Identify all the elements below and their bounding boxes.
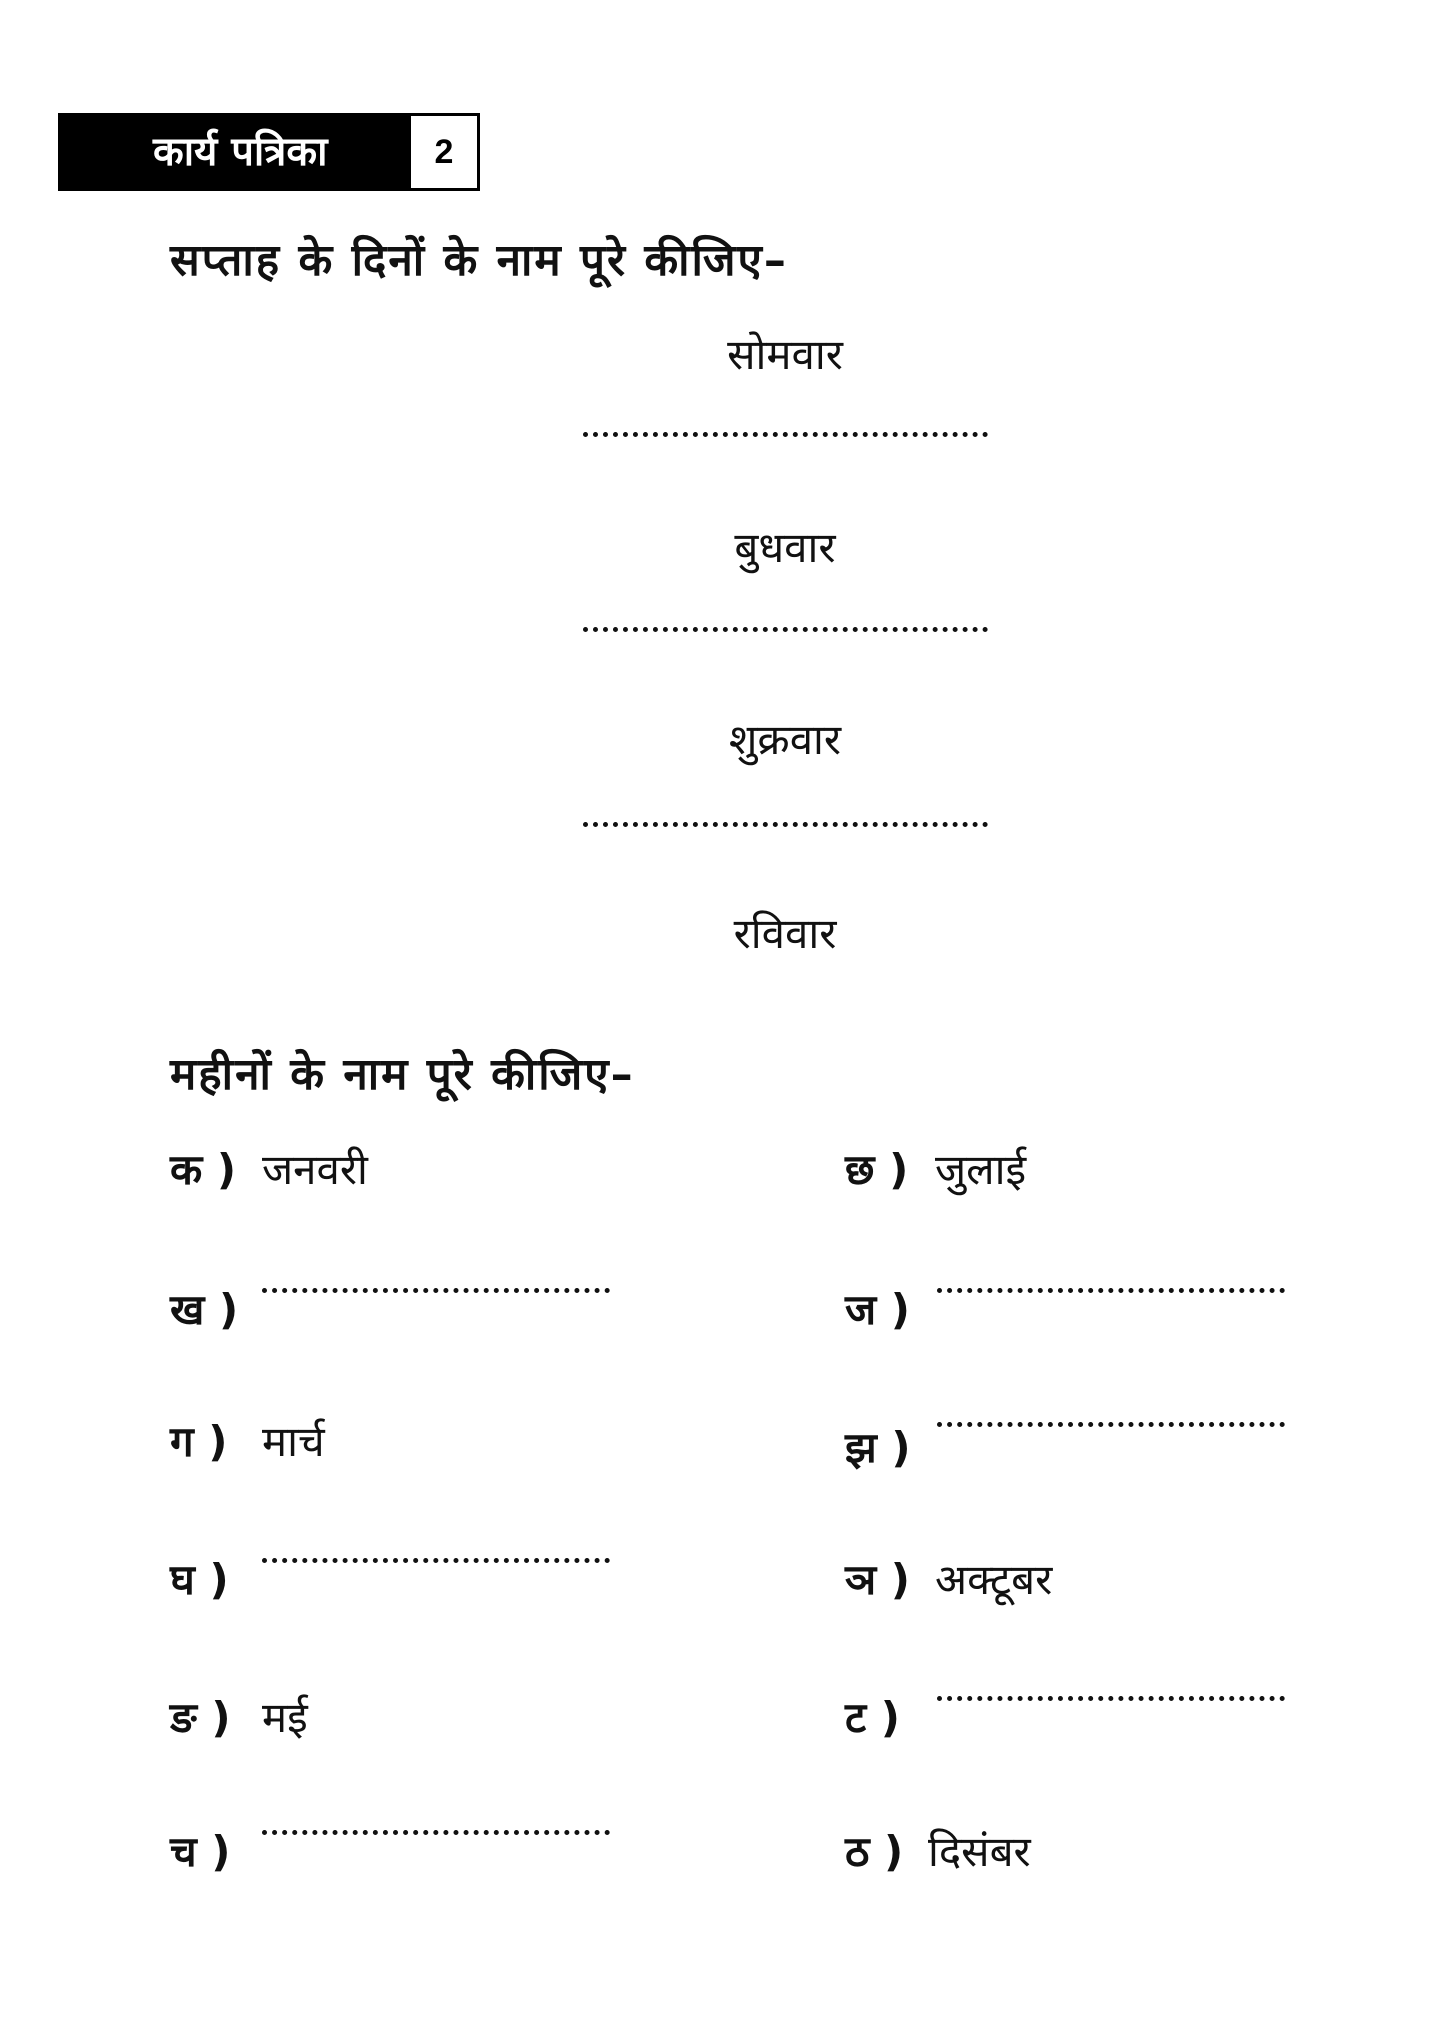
- month-marker: ग ): [170, 1417, 228, 1466]
- months-heading: महीनों के नाम पूरे कीजिए–: [170, 1049, 635, 1100]
- month-may: मई: [262, 1693, 308, 1742]
- month-blank-november[interactable]: [937, 1696, 1285, 1701]
- month-blank-september[interactable]: [937, 1422, 1285, 1427]
- worksheet-number: 2: [408, 113, 480, 191]
- month-blank-february[interactable]: [262, 1288, 610, 1293]
- worksheet-header: [58, 113, 480, 191]
- month-blank-april[interactable]: [262, 1558, 610, 1563]
- month-blank-august[interactable]: [937, 1288, 1285, 1293]
- month-march: मार्च: [262, 1417, 325, 1466]
- worksheet-title: कार्य पत्रिका: [153, 129, 328, 175]
- month-marker: क ): [170, 1145, 237, 1194]
- month-marker: च ): [170, 1827, 231, 1876]
- month-marker: ङ ): [170, 1693, 231, 1742]
- month-marker: घ ): [170, 1555, 229, 1604]
- day-friday: शुक्रवार: [728, 715, 842, 764]
- days-heading: सप्ताह के दिनों के नाम पूरे कीजिए–: [170, 235, 788, 286]
- day-sunday: रविवार: [733, 909, 837, 958]
- day-blank-thursday[interactable]: [583, 627, 988, 632]
- month-marker: झ ): [845, 1423, 911, 1472]
- month-marker: ज ): [845, 1285, 910, 1334]
- month-marker: ट ): [845, 1693, 900, 1742]
- day-monday: सोमवार: [727, 330, 843, 379]
- month-marker: छ ): [845, 1145, 909, 1194]
- day-blank-saturday[interactable]: [583, 822, 988, 827]
- month-marker: ख ): [170, 1285, 239, 1334]
- month-december: दिसंबर: [928, 1827, 1031, 1876]
- day-wednesday: बुधवार: [734, 523, 836, 572]
- day-blank-tuesday[interactable]: [583, 432, 988, 437]
- month-january: जनवरी: [262, 1145, 368, 1194]
- month-october: अक्टूबर: [935, 1555, 1053, 1604]
- month-marker: ञ ): [845, 1555, 910, 1604]
- month-marker: ठ ): [845, 1827, 904, 1876]
- month-july: जुलाई: [935, 1145, 1027, 1194]
- month-blank-june[interactable]: [262, 1830, 610, 1835]
